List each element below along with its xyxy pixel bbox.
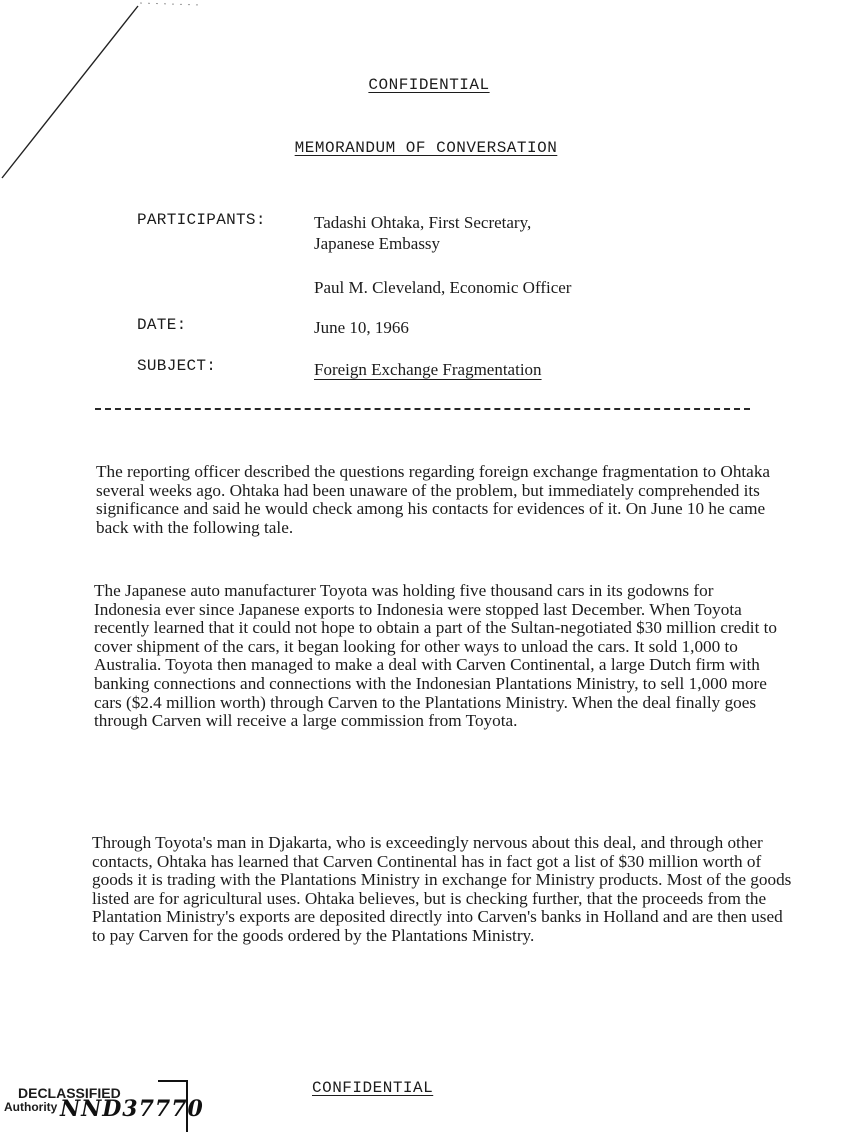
authority-code: NND37770 bbox=[60, 1096, 204, 1122]
date-value: June 10, 1966 bbox=[314, 318, 409, 337]
stamp-bracket bbox=[158, 1080, 188, 1132]
body-paragraph-3: Through Toyota's man in Djakarta, who is exceedingly nervous about this deal, and through other contacts, Ohtaka has learned that Carven Continental has in fact got a list of $30 million worth of goods it is trading with the Plantations Ministry in exchange for Ministry products. Most of the goods listed are for agricultural uses. Ohtaka believes, but is checking further, that the proceeds from the Plantation Ministry's exports are deposited directly into Carven's banks in Holland and are then used to pay Carven for the goods ordered by the Plantations Ministry. bbox=[92, 833, 792, 945]
subject-label: SUBJECT: bbox=[137, 357, 217, 375]
memo-title: MEMORANDUM OF CONVERSATION bbox=[294, 139, 558, 157]
date-label: DATE: bbox=[137, 316, 187, 334]
authority-label: Authority bbox=[4, 1100, 58, 1114]
classification-header: CONFIDENTIAL bbox=[368, 76, 490, 94]
separator-dashed-line bbox=[95, 408, 750, 410]
margin-slash-mark bbox=[0, 0, 200, 200]
participant-2: Paul M. Cleveland, Economic Officer bbox=[314, 278, 572, 297]
subject-value: Foreign Exchange Fragmentation bbox=[314, 360, 542, 379]
participant-1-line-1: Tadashi Ohtaka, First Secretary, bbox=[314, 213, 532, 232]
body-paragraph-2: The Japanese auto manufacturer Toyota was holding five thousand cars in its godowns for Indonesia ever since Japanese exports to Indonesia were stopped last December. When Toyota recently learned that it could not hope to obtain a part of the Sultan-negotiated $30 million credit to cover shipment of the cars, it began looking for other ways to unload the cars. It sold 1,000 to Australia. Toyota then managed to make a deal with Carven Continental, a large Dutch firm with banking connections and connections with the Indonesian Plantations Ministry, to sell 1,000 more cars ($2.4 million worth) through Carven to the Plantations Ministry. When the deal finally goes through Carven will receive a large commission from Toyota. bbox=[94, 581, 778, 731]
participant-1-line-2: Japanese Embassy bbox=[314, 234, 441, 253]
body-paragraph-1: The reporting officer described the questions regarding foreign exchange fragmentation to Ohtaka several weeks ago. Ohtaka had been unaware of the problem, but immediately comprehended its significance and said he would check among his contacts for evidences of it. On June 10 he came back with the following tale. bbox=[96, 462, 771, 537]
participants-label: PARTICIPANTS: bbox=[137, 211, 266, 229]
classification-footer: CONFIDENTIAL bbox=[312, 1079, 434, 1097]
declassified-label: DECLASSIFIED bbox=[18, 1085, 121, 1101]
